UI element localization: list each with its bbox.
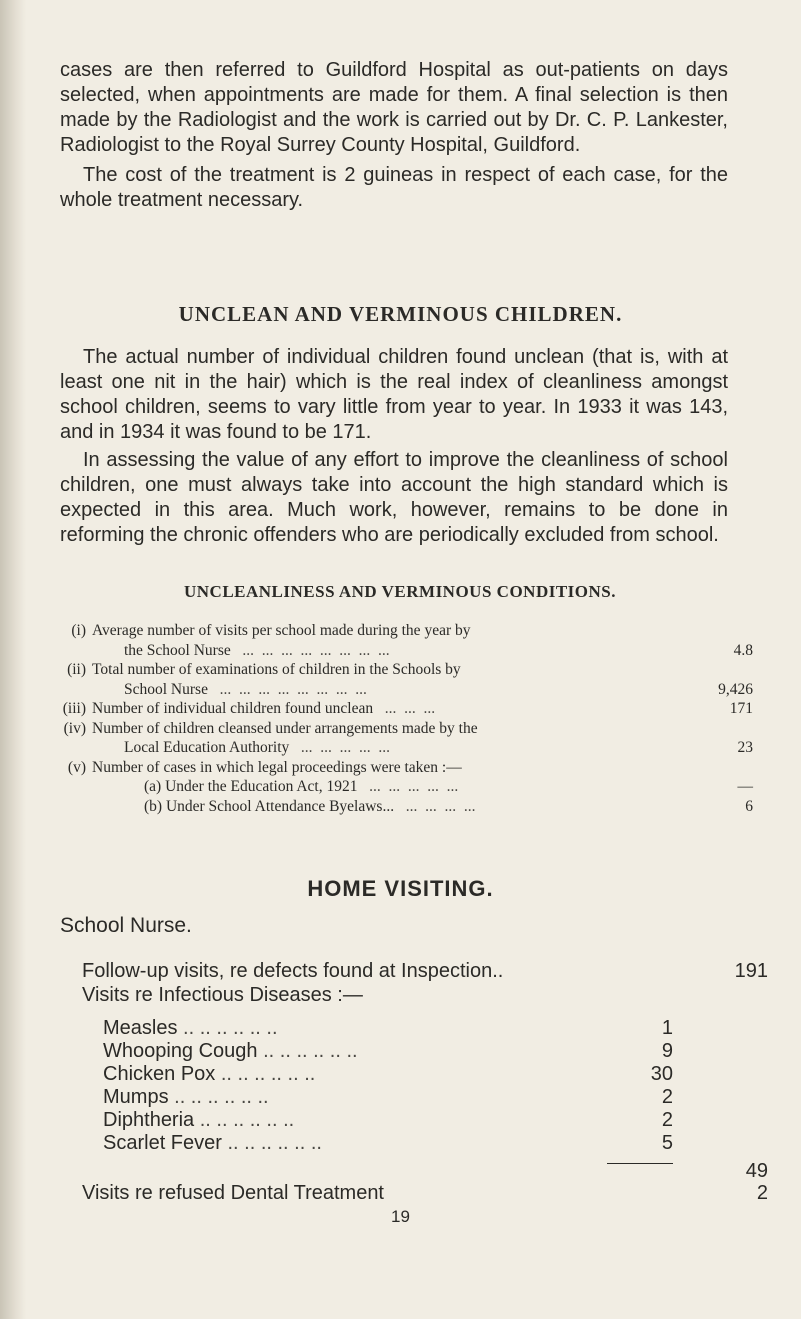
- infectious-total: 49: [745, 1160, 768, 1182]
- disease-row: [103, 1132, 673, 1155]
- leader-dots: .. .. .. .. .. ..: [257, 1040, 358, 1062]
- section-heading-home-visiting: HOME VISITING.: [307, 876, 494, 901]
- section-heading-conditions: UNCLEANLINESS AND VERMINOUS CONDITIONS.: [184, 582, 616, 601]
- stat-value: 4.8: [733, 641, 753, 659]
- disease-name: Measles: [103, 1017, 178, 1039]
- stat-row: (ii) Total number of examinations of children in the Schools by: [67, 661, 461, 678]
- disease-count: 9: [661, 1040, 673, 1062]
- disease-count: 5: [661, 1132, 673, 1154]
- stat-row: School Nurse ... ... ... ... ... ... ... ... 9,426: [124, 680, 753, 698]
- disease-count: 2: [661, 1109, 673, 1131]
- leader-dots: .. .. .. .. .. ..: [177, 1017, 278, 1039]
- disease-name: Whooping Cough: [103, 1040, 258, 1062]
- stat-row: (iv) Number of children cleansed under arrangements made by the: [63, 719, 478, 737]
- stat-row: (b) Under School Attendance Byelaws... ... ... ... ... 6: [144, 797, 753, 815]
- section-heading-unclean: UNCLEAN AND VERMINOUS CHILDREN.: [178, 302, 623, 326]
- stat-value: —: [737, 778, 753, 795]
- leader-dots: .. .. .. .. .. ..: [194, 1109, 295, 1131]
- disease-row: [103, 1040, 673, 1063]
- disease-name: Diphtheria: [103, 1109, 195, 1131]
- disease-row: [103, 1109, 673, 1132]
- followup-label: Follow-up visits, re defects found at Inspection..: [82, 960, 504, 982]
- binding-shadow: [0, 0, 26, 1319]
- infectious-label: Visits re Infectious Diseases :—: [82, 984, 363, 1006]
- stat-row: Local Education Authority ... ... ... ... ... 23: [124, 739, 753, 756]
- disease-name: Scarlet Fever: [103, 1132, 222, 1154]
- disease-name: Chicken Pox: [103, 1063, 216, 1085]
- disease-count: 30: [650, 1063, 673, 1085]
- stat-row: (i) Average number of visits per school made during the year by: [71, 622, 471, 639]
- school-nurse-label: School Nurse.: [60, 914, 192, 937]
- stat-value: 171: [729, 700, 753, 717]
- leader-dots: .. .. .. .. .. ..: [215, 1063, 316, 1085]
- conditions-list: [60, 621, 753, 816]
- refused-dental-value: 2: [756, 1182, 768, 1204]
- intro-paragraph-1: cases are then referred to Guildford Hospital as out-patients on days selected, when appointments are made for them. A final selection is then made by the Radiologist and the work is carried out by Dr. C. P. Lankester, Radiologist to the Royal Surrey County Hospital, Guildford.: [60, 59, 728, 156]
- leader-dots: .. .. .. .. .. ..: [168, 1086, 269, 1108]
- stat-row: the School Nurse ... ... ... ... ... ... ... ... 4.8: [124, 641, 753, 659]
- disease-row: [103, 1063, 673, 1086]
- refused-dental-label: Visits re refused Dental Treatment: [82, 1182, 384, 1204]
- unclean-paragraph-1: The actual number of individual children found unclean (that is, with at least one nit in the hair) which is the real index of cleanliness amongst school children, seems to vary little from year to year. In 1933 it was 143, and in 1934 it was found to be 171.: [60, 346, 728, 443]
- stat-row: (v) Number of cases in which legal proceedings were taken :—: [67, 758, 462, 776]
- disease-row: [103, 1017, 673, 1040]
- stat-value: 6: [745, 797, 753, 815]
- page-number: 19: [391, 1207, 410, 1226]
- unclean-paragraph-2: In assessing the value of any effort to improve the cleanliness of school children, one must always take into account the high standard which is expected in this area. Much work, however, remains to be done in reforming the chronic offenders who are periodically excluded from school.: [60, 449, 728, 546]
- stat-value: 9,426: [718, 680, 753, 698]
- disease-count: 1: [661, 1017, 673, 1039]
- disease-row: [103, 1086, 673, 1109]
- leader-dots: .. .. .. .. .. ..: [221, 1132, 322, 1154]
- followup-value: 191: [734, 960, 768, 982]
- stat-row: (iii) Number of individual children found unclean ... ... ... 171: [62, 700, 753, 717]
- stat-value: 23: [737, 739, 753, 756]
- disease-count: 2: [661, 1086, 673, 1108]
- disease-name: Mumps: [103, 1086, 169, 1108]
- subtotal-rule: [607, 1163, 673, 1164]
- stat-row: (a) Under the Education Act, 1921 ... ... ... ... ... —: [144, 778, 753, 795]
- intro-paragraph-2: The cost of the treatment is 2 guineas in respect of each case, for the whole treatment necessary.: [60, 164, 728, 211]
